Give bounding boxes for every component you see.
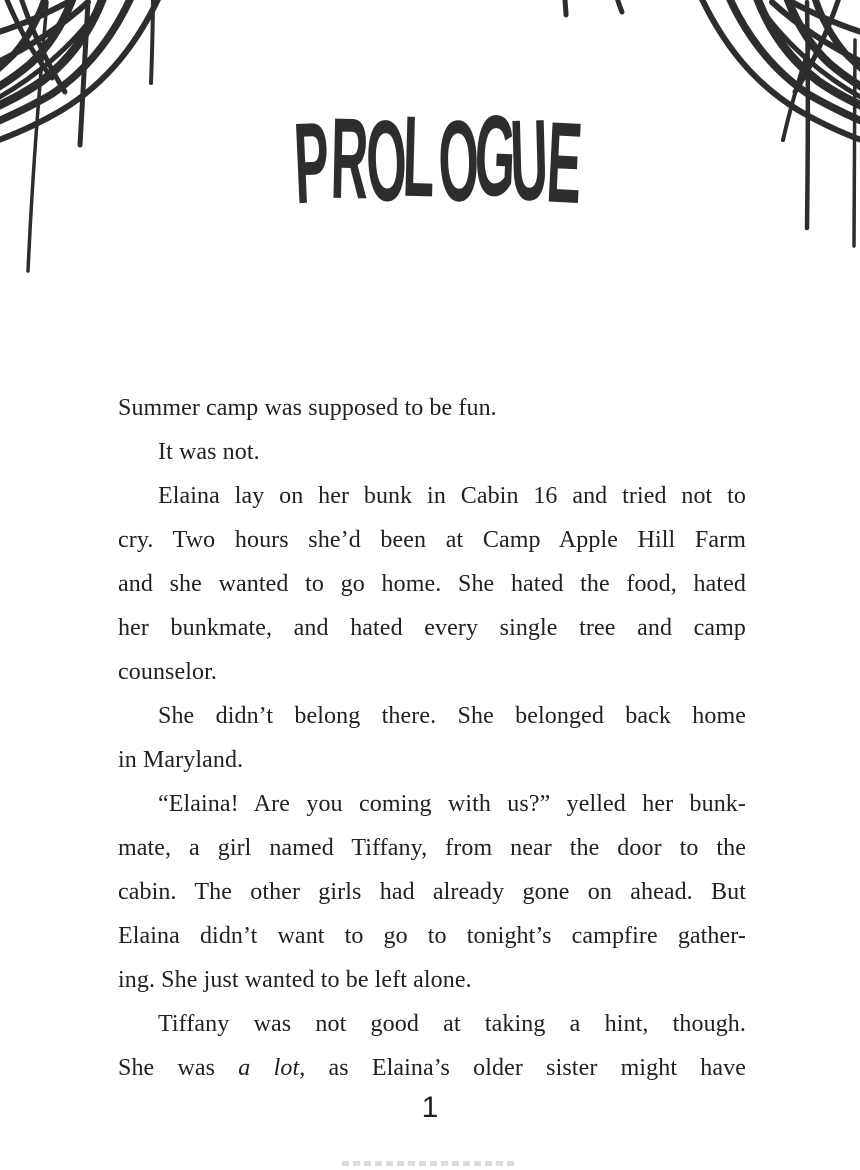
paragraph <box>118 474 746 694</box>
text-segment: “Elaina! Are you coming with us?” yelled her bunk- <box>158 791 746 817</box>
text-segment: She was <box>118 1055 239 1081</box>
text-segment: , as Elaina’s older sister might have <box>299 1055 746 1081</box>
text-segment: mate, a girl named Tiffany, from near the door to the <box>118 835 746 861</box>
text-line <box>118 1002 746 1046</box>
body-text <box>118 386 746 1090</box>
text-line <box>118 474 746 518</box>
text-segment: cry. Two hours she’d been at Camp Apple Hill Farm <box>118 527 746 553</box>
title-letter: U <box>508 95 550 226</box>
text-line <box>118 562 746 606</box>
text-line <box>118 650 746 694</box>
text-segment: and she wanted to go home. She hated the food, hated <box>118 571 746 597</box>
text-segment: Elaina didn’t want to go to tonight’s campfire gather- <box>118 923 746 949</box>
text-line <box>118 386 746 430</box>
text-segment: her bunkmate, and hated every single tree and camp <box>118 615 746 641</box>
title-letter: L <box>401 92 437 222</box>
text-segment: in Maryland. <box>118 747 244 773</box>
text-line <box>118 430 746 474</box>
text-line <box>118 958 746 1002</box>
paragraph <box>118 782 746 1002</box>
title-letter: E <box>543 98 585 229</box>
text-line <box>118 870 746 914</box>
text-segment: It was not. <box>158 439 260 465</box>
text-line <box>118 694 746 738</box>
paragraph <box>118 694 746 782</box>
text-segment: Summer camp was supposed to be fun. <box>118 395 497 421</box>
text-segment: She didn’t belong there. She belonged back home <box>158 703 746 729</box>
text-line <box>118 738 746 782</box>
text-segment: Elaina lay on her bunk in Cabin 16 and tried not to <box>158 483 746 509</box>
text-line <box>118 826 746 870</box>
chapter-title-text <box>286 91 585 229</box>
text-line <box>118 914 746 958</box>
title-letter: O <box>364 96 409 227</box>
title-letter: R <box>329 94 370 224</box>
title-letter: G <box>472 91 518 222</box>
text-segment: cabin. The other girls had already gone on ahead. But <box>118 879 746 905</box>
title-letter: P <box>291 98 332 229</box>
text-line <box>118 518 746 562</box>
text-segment: counselor. <box>118 659 217 685</box>
faint-cutoff-text-line-icon <box>342 1161 518 1166</box>
text-line <box>118 1046 746 1090</box>
chapter-title <box>0 91 860 229</box>
paragraph <box>118 386 746 430</box>
paragraph <box>118 430 746 474</box>
paragraph <box>118 1002 746 1090</box>
text-line <box>118 782 746 826</box>
text-line <box>118 606 746 650</box>
title-letter: O <box>437 96 481 227</box>
stroke-tips-icon <box>548 0 638 25</box>
text-segment: ing. She just wanted to be left alone. <box>118 967 472 993</box>
page-number: 1 <box>421 1091 439 1124</box>
text-segment: Tiffany was not good at taking a hint, though. <box>158 1011 746 1037</box>
italic-text: a lot <box>238 1055 300 1081</box>
